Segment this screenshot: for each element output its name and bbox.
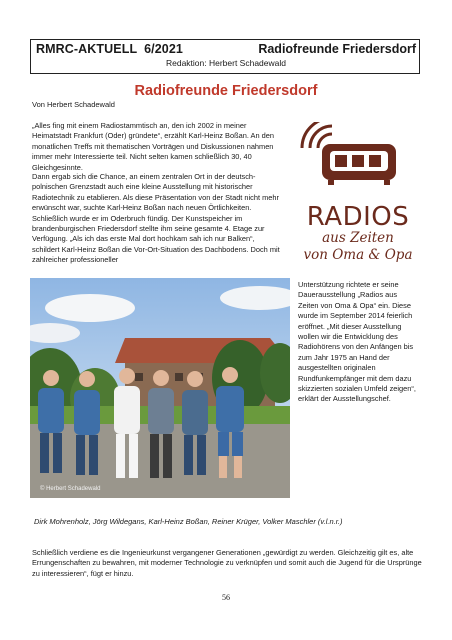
group-photo-image: [30, 278, 290, 498]
photo-credit: © Herbert Schadewald: [40, 486, 101, 492]
radio-icon: [296, 122, 420, 188]
header-issue: RMRC-AKTUELL 6/2021: [36, 42, 183, 56]
paragraph-3: Schließlich verdiene es die Ingenieurkunst vergangener Generationen „gewürdigt zu werden. Gleichzeitig gilt es, alte Errungenschaften zu bewahren, mit moderner Technologie zu verknüpfen und somit auch die Jugend für die Ursprünge zu interessieren“, fügt er hinzu.: [32, 548, 422, 578]
paragraph-2: Dann ergab sich die Chance, an einem zentralen Ort in der deutsch-polnischen Grenzstadt auch eine kleine Ausstellung mit historischer Radiotechnik zu etablieren. Als diese Präsentation von der Stadt nicht mehr erwünscht war, suchte Karl-Heinz Boßan nach neuen Örtlichkeiten. Schließlich wurde er im Oderbruch fündig. Der Kunstspeicher im brandenburgischen Friedersdorf stellte ihm seine gesamte 4. Etage zur Verfügung. „Als ich das erste Mal dort hochkam sah ich nur Balken“, schildert Karl-Heinz Boßan die Vor-Ort-Situation des Dachbodens. Doch mit zahlreicher professioneller: [32, 172, 280, 265]
article-author: Von Herbert Schadewald: [32, 100, 115, 109]
page-number: 56: [222, 593, 230, 602]
right-column-text: Unterstützung richtete er seine Dauerausstellung „Radios aus Zeiten von Oma & Opa“ ein. Diese wurde im September 2014 feierlich eröffnet. „Mit dieser Ausstellung wollen wir die Entwicklung des Radiohörens von den Anfängen bis zum Jahr 1975 an Hand der ausgestellten originalen Rundfunkempfänger mit dem dazu skizzierten sozialen Umfeld zeigen“, erklärt der Ausstellungschef.: [298, 280, 416, 404]
header-editor: Redaktion: Herbert Schadewald: [165, 58, 286, 68]
logo-line-3: von Oma & Opa: [303, 247, 413, 263]
photo-caption: Dirk Mohrenholz, Jörg Wildegans, Karl-Heinz Boßan, Reiner Krüger, Volker Maschler (v.l.n.r.): [34, 517, 343, 526]
logo-line-2: aus Zeiten: [322, 230, 394, 246]
article-title: Radiofreunde Friedersdorf: [134, 83, 318, 99]
group-photo: [30, 278, 290, 498]
paragraph-1: „Alles fing mit einem Radiostammtisch an, den ich 2002 in meiner Heimatstadt Frankfurt (Oder) gründete“, erzählt Karl-Heinz Boßan. An den monatlichen Treffs mit thematischen Vorträgen und Diskussionen nahmen immer mehr Interessierte teil. Nicht selten kamen schließlich 30, 40 Gleichgesinnte.: [32, 121, 274, 172]
logo-line-1: RADIOS: [306, 202, 410, 232]
header-club-name: Radiofreunde Friedersdorf: [258, 42, 416, 56]
exhibition-logo: [296, 122, 420, 278]
